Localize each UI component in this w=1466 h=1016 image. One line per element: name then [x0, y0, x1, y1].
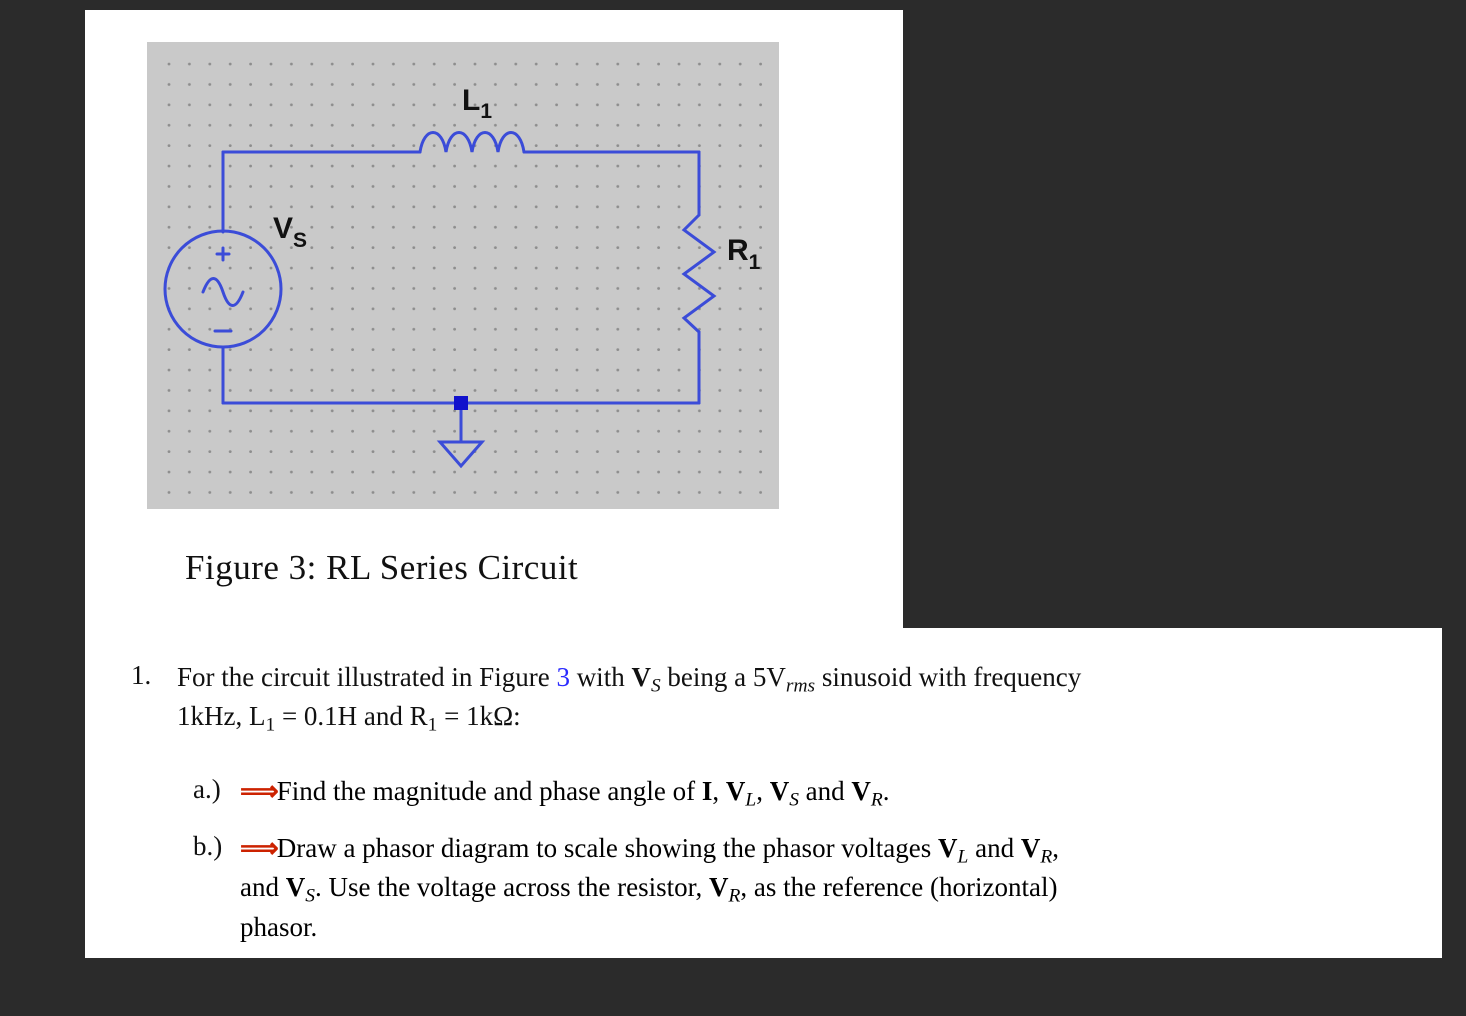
- item-b-line2-part2: . Use the voltage across the resistor,: [314, 872, 710, 903]
- figure-caption: Figure 3: RL Series Circuit: [185, 548, 579, 587]
- problem-number: 1.: [131, 660, 152, 690]
- problem-line2-c: = 1kΩ:: [437, 701, 521, 732]
- problem-text-part4: sinusoid with frequency: [815, 662, 1082, 692]
- arrow-icon: ⟹: [240, 776, 277, 806]
- item-b-text: [240, 831, 1425, 945]
- ground-node: [454, 396, 468, 410]
- symbol-vs: V: [631, 662, 651, 692]
- rms-subscript: rms: [785, 675, 816, 697]
- problem-text-part1: For the circuit illustrated in Figure: [177, 662, 557, 692]
- symbol-vr-ref: V: [709, 872, 729, 903]
- item-b-line3: phasor.: [240, 911, 318, 942]
- symbol-vs-b-subscript: S: [305, 885, 315, 907]
- figure-panel: [85, 10, 903, 628]
- problem-line2-a: 1kHz, L: [177, 701, 266, 732]
- symbol-vl-b: V: [938, 833, 958, 863]
- item-b-line2-part1: and: [240, 872, 286, 903]
- symbol-vr-b-subscript: R: [1040, 846, 1053, 868]
- symbol-vr-subscript: R: [870, 789, 883, 811]
- item-a-end: .: [882, 776, 890, 806]
- item-a-sep2: ,: [756, 776, 770, 806]
- item-b-line2-part3: , as the reference (horizontal): [740, 872, 1058, 903]
- inductor-label: $L_1$: [462, 84, 493, 123]
- item-b-label: b.): [193, 831, 223, 861]
- circuit-diagram-canvas: [147, 42, 779, 509]
- item-a-label: a.): [193, 774, 221, 804]
- problem-text-part2: with: [569, 662, 632, 692]
- problem-text-part3: being a 5V: [660, 662, 786, 692]
- resistor-subscript: 1: [427, 714, 438, 736]
- symbol-vs-2-subscript: S: [789, 789, 799, 811]
- item-a-text: [240, 774, 1420, 813]
- symbol-vl-b-subscript: L: [957, 846, 969, 868]
- problem-line2-b: = 0.1H and R: [275, 701, 428, 732]
- arrow-icon-b: ⟹: [240, 833, 277, 863]
- problem-text-panel: [85, 628, 1442, 958]
- symbol-vs-subscript: S: [650, 675, 661, 697]
- symbol-vs-b: V: [285, 872, 306, 903]
- problem-statement: [177, 660, 1417, 739]
- item-b-sep2: ,: [1052, 833, 1059, 863]
- resistor-label: $R_1$: [727, 234, 761, 274]
- item-a-sep3: and: [798, 776, 852, 806]
- symbol-vs-2: V: [769, 776, 790, 806]
- figure-reference-link[interactable]: 3: [556, 662, 570, 692]
- symbol-i: I: [701, 776, 713, 806]
- item-b-part1: Draw a phasor diagram to scale showing the phasor voltages: [276, 833, 939, 863]
- symbol-vr: V: [851, 776, 871, 806]
- symbol-vl: V: [725, 776, 746, 806]
- symbol-vl-subscript: L: [745, 789, 757, 811]
- source-label: $V_S$: [273, 212, 308, 252]
- item-a-sep1: ,: [712, 776, 726, 806]
- item-a-part1: Find the magnitude and phase angle of: [276, 776, 702, 806]
- symbol-vr-b: V: [1020, 833, 1041, 863]
- circuit-schematic-svg: [147, 42, 779, 509]
- item-b-sep1: and: [968, 833, 1021, 863]
- symbol-vr-ref-subscript: R: [728, 885, 741, 907]
- inductor-subscript: 1: [265, 714, 276, 736]
